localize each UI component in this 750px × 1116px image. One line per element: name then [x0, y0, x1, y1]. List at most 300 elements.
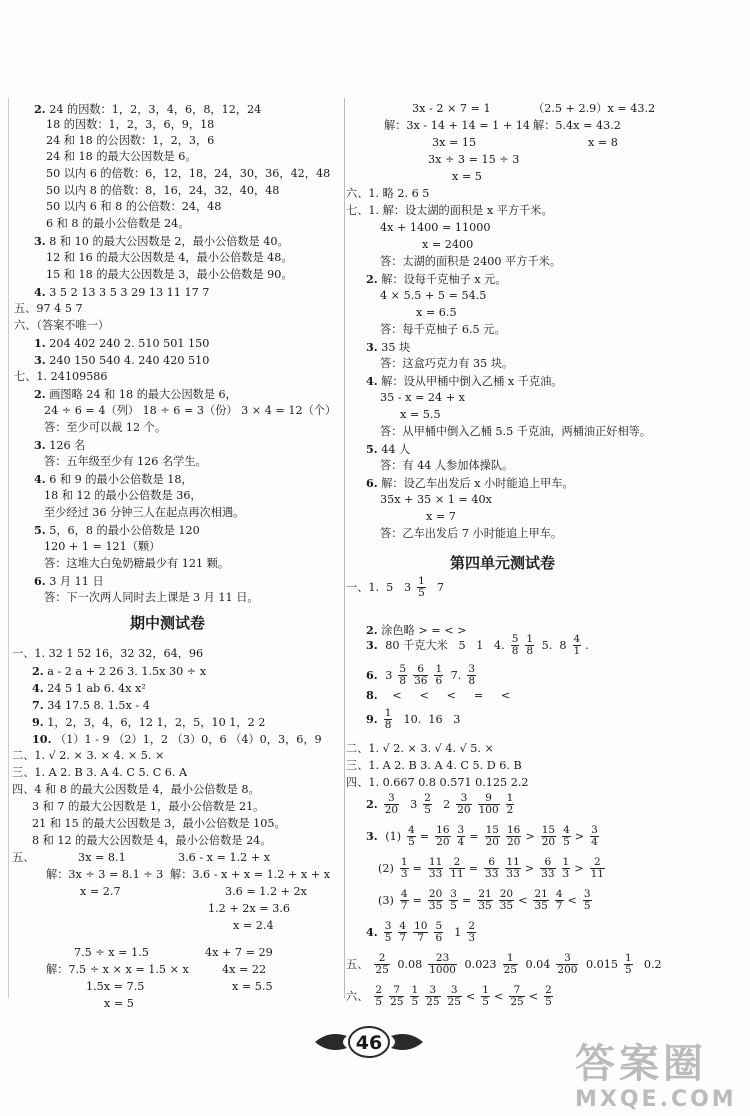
answer-line [32, 681, 146, 696]
denominator: 33 [541, 867, 555, 880]
numerator: 4 [555, 887, 563, 900]
answer-line [225, 885, 307, 899]
fraction [407, 825, 416, 848]
denominator: 33 [506, 867, 520, 880]
denominator: 7 [400, 899, 408, 912]
fraction-answer-line [366, 821, 603, 851]
answer-text: 二、1. √ 2. × 3. √ 4. √ 5. × [346, 742, 494, 755]
answer-line [380, 289, 486, 303]
numerator: 1 [503, 953, 518, 965]
fraction [413, 921, 428, 944]
numerator: 15 [485, 823, 499, 836]
answer-text: = [461, 893, 472, 907]
denominator: 33 [428, 867, 443, 880]
answer-text: 24 和 18 的公因数：1，2，3，6 [46, 134, 215, 147]
denominator: 35 [478, 899, 492, 912]
answer-text: x = 2400 [422, 238, 474, 251]
page-number: 46 [355, 1032, 383, 1054]
answer-line [32, 817, 286, 831]
answer-line [380, 357, 513, 371]
answer-text: > [574, 861, 584, 875]
answer-text: x = 6.5 [416, 306, 457, 319]
question-number: 4. [34, 472, 46, 486]
fraction [425, 985, 440, 1008]
answer-line [32, 664, 206, 679]
fraction [525, 634, 534, 657]
answer-line [366, 442, 410, 457]
fraction [400, 889, 409, 912]
answer-line [44, 489, 202, 503]
answer-line [46, 251, 293, 265]
denominator: 25 [510, 995, 524, 1008]
denominator: 25 [503, 963, 517, 976]
fraction [540, 857, 555, 880]
numerator: 2 [424, 791, 431, 804]
answer-line [32, 834, 272, 848]
answer-text: 解：设从甲桶中倒入乙桶 x 千克油。 [377, 375, 563, 388]
answer-text: x = 2.4 [233, 919, 274, 932]
denominator: 2 [506, 803, 514, 816]
numerator: 5 [435, 919, 443, 932]
answer-line [14, 302, 83, 316]
fraction [562, 857, 571, 880]
fraction [398, 921, 407, 944]
denominator: 8 [511, 644, 519, 657]
answer-text: 四、1. 0.667 0.8 0.571 0.125 2.2 [346, 776, 529, 789]
denominator: 5 [411, 995, 419, 1008]
fraction [434, 921, 443, 944]
answer-line [44, 455, 207, 469]
denominator: 35 [428, 899, 443, 912]
denominator: 5 [418, 586, 425, 599]
numerator: 2 [468, 919, 476, 932]
answer-line [232, 980, 273, 994]
denominator: 7 [555, 899, 563, 912]
denominator: 35 [534, 899, 548, 912]
answer-line [74, 946, 149, 960]
numerator: 1 [562, 855, 570, 868]
answer-text: 0.04 [521, 957, 551, 971]
fraction-answer-line [378, 885, 596, 915]
answer-text: < [567, 893, 577, 907]
fraction [583, 889, 592, 912]
answer-line [233, 919, 274, 933]
denominator: 25 [375, 963, 389, 976]
answer-line [346, 187, 429, 201]
answer-text: 六、 [346, 990, 369, 1003]
answer-line [44, 540, 160, 554]
answer-line [380, 221, 490, 235]
numerator: 10 [414, 919, 428, 932]
fraction [544, 985, 553, 1008]
answer-line [34, 438, 85, 453]
answer-text: x = 8 [588, 136, 618, 149]
answer-text: 126 名 [45, 439, 86, 452]
denominator: 20 [506, 835, 521, 848]
numerator: 1 [400, 855, 408, 868]
answer-text: 六、（答案不唯一） [14, 319, 110, 332]
answer-text: 24 的因数：1，2，3，4，6，8，12，24 [45, 103, 262, 116]
denominator: 25 [447, 995, 461, 1008]
answer-text: > [525, 829, 535, 843]
answer-text: 四、4 和 8 的最大公因数是 4，最小公倍数是 8。 [12, 783, 260, 796]
answer-text: a - 2 a + 2 26 3. 1.5x 30 ÷ x [43, 665, 207, 678]
fraction [423, 793, 432, 816]
fraction [503, 953, 518, 976]
answer-text: 7 [429, 580, 444, 594]
question-number: 2. [366, 797, 378, 811]
denominator: 7 [417, 931, 425, 944]
numerator: 3 [425, 985, 440, 997]
numerator: 2 [375, 983, 383, 996]
answer-line [416, 306, 457, 320]
question-number: 3. [366, 340, 378, 354]
answer-line [44, 557, 229, 571]
denominator: 4 [457, 835, 465, 848]
answer-text: 44 人 [377, 443, 411, 456]
answer-text: 一、1. 32 1 52 16，32 32，64，96 [12, 647, 204, 660]
question-number: 3. [34, 438, 46, 452]
answer-line [14, 319, 109, 333]
answer-line [346, 776, 529, 790]
answer-text: 7.5 ÷ x = 1.5 [74, 946, 149, 959]
answer-line [78, 851, 126, 865]
answer-line [432, 136, 476, 150]
fraction-answer-line [346, 949, 666, 979]
numerator: 3 [556, 953, 578, 965]
denominator: 11 [450, 867, 464, 880]
answer-text: 34 17.5 8. 1.5x - 4 [43, 699, 150, 712]
numerator: 4 [573, 632, 581, 645]
answer-text: 21 和 15 的最大公因数是 3，最小公倍数是 105。 [32, 817, 286, 830]
answer-line [14, 370, 108, 384]
answer-text: 答：从甲桶中倒入乙桶 5.5 千克油，两桶油正好相等。 [380, 425, 652, 438]
denominator: 200 [557, 963, 578, 976]
answer-line [34, 234, 289, 249]
fraction [477, 889, 492, 912]
question-number: 5. [366, 442, 378, 456]
numerator: 1 [506, 791, 514, 804]
answer-text: 答：有 44 人参加体操队。 [380, 459, 514, 472]
answer-line [380, 323, 506, 337]
denominator: 6 [435, 931, 443, 944]
question-number: 2. [366, 272, 378, 286]
denominator: 100 [478, 803, 499, 816]
answer-text: 80 千克大米 5 1 4. [381, 639, 505, 652]
numerator: 4 [563, 823, 570, 836]
answer-line [380, 255, 561, 269]
denominator: 20 [457, 803, 471, 816]
answer-line [533, 119, 621, 133]
denominator: 8 [384, 718, 392, 731]
answer-text: 答：每千克柚子 6.5 元。 [380, 323, 506, 336]
answer-line [46, 963, 189, 977]
fraction [456, 793, 471, 816]
numerator: 16 [506, 823, 521, 836]
answer-line [366, 476, 574, 491]
answer-line [86, 980, 144, 994]
denominator: 8 [468, 674, 476, 687]
answer-text: 4 × 5.5 + 5 = 54.5 [380, 289, 487, 302]
answer-text: 解：5.4x = 43.2 [533, 119, 621, 132]
answer-text: 解：7.5 ÷ x × x = 1.5 × x [46, 963, 189, 976]
denominator: 5 [384, 931, 392, 944]
answer-line [380, 527, 562, 541]
fraction [511, 634, 520, 657]
question-number: 7. [32, 698, 44, 712]
answer-text: 解：设每千克柚子 x 元。 [377, 273, 507, 286]
fraction [506, 825, 521, 848]
answer-text: 一、1. 5 3 [346, 581, 412, 594]
denominator: 35 [499, 899, 514, 912]
numerator: 2 [545, 983, 552, 996]
column-divider [344, 98, 345, 998]
answer-line [422, 238, 473, 252]
denominator: 8 [526, 644, 534, 657]
answer-text: 3x - 2 × 7 = 1 [412, 102, 491, 115]
answer-text: 解：3x ÷ 3 = 8.1 ÷ 3 [46, 868, 164, 881]
answer-text: 3.6 - x = 1.2 + x [178, 851, 271, 864]
fraction-answer-line [366, 789, 518, 819]
fraction [428, 857, 443, 880]
answer-line [366, 340, 410, 355]
answer-text: = [419, 829, 430, 843]
denominator: 5 [625, 963, 632, 976]
numerator: 4 [408, 823, 415, 836]
answer-text: 1.5x = 7.5 [86, 980, 145, 993]
answer-line [32, 715, 265, 730]
answer-text: 50 以内 6 和 8 的公倍数：24，48 [46, 200, 222, 213]
answer-text: 3x = 15 [432, 136, 477, 149]
numerator: 1 [411, 983, 419, 996]
numerator: 3 [384, 919, 392, 932]
numerator: 4 [399, 919, 407, 932]
fraction [590, 825, 599, 848]
fraction [428, 889, 443, 912]
numerator: 9 [478, 793, 500, 805]
answer-text: 涂色略 > = < > [377, 624, 467, 637]
answer-text: 七、1. 24109586 [14, 370, 108, 383]
answer-line [34, 285, 209, 300]
fraction [590, 857, 605, 880]
watermark [575, 1032, 745, 1112]
answer-text: 2 [435, 797, 451, 811]
fraction [435, 825, 450, 848]
denominator: 1 [573, 644, 581, 657]
answer-text: 1.2 + 2x = 3.6 [208, 902, 290, 915]
answer-text: < < < = < [381, 688, 511, 702]
answer-text: (2) [378, 861, 394, 875]
answer-text: x = 5 [452, 170, 482, 183]
denominator: 11 [590, 867, 604, 880]
answer-line [346, 759, 522, 773]
answer-text: < [493, 989, 504, 1003]
answer-line [46, 184, 279, 198]
numerator: 7 [509, 985, 524, 997]
answer-text: 15 和 18 的最大公因数是 3，最小公倍数是 90。 [46, 268, 293, 281]
answer-text: x = 5.5 [400, 408, 441, 421]
question-number: 5. [34, 523, 46, 537]
numerator: 7 [389, 985, 404, 997]
answer-text: 8 和 10 的最大公因数是 2，最小公倍数是 40。 [45, 235, 289, 248]
question-number: 3. [34, 234, 46, 248]
page-number-badge [309, 1020, 429, 1060]
fraction [484, 857, 499, 880]
fraction [467, 921, 476, 944]
answer-text: 3 [403, 797, 418, 811]
answer-line [34, 387, 237, 402]
numerator: 6 [540, 857, 555, 869]
answer-text: 三、1. A 2. B 3. A 4. C 5. D 6. B [346, 759, 522, 772]
numerator: 16 [436, 823, 450, 836]
answer-line [46, 200, 221, 214]
numerator: 6 [484, 857, 499, 869]
answer-text: (3) [378, 893, 394, 907]
answer-line [12, 749, 164, 763]
denominator: 20 [436, 835, 450, 848]
answer-text: 3x = 8.1 [78, 851, 126, 864]
fraction [400, 857, 409, 880]
answer-text: . [585, 638, 589, 652]
answer-line [533, 102, 655, 116]
answer-text: 18 的因数：1，2，3，6，9，18 [46, 118, 215, 131]
question-number: 2. [34, 102, 46, 116]
answer-line [12, 851, 34, 865]
answer-text: 二、1. √ 2. × 3. × 4. × 5. × [12, 749, 165, 762]
fraction-answer-line [346, 572, 448, 602]
numerator: 20 [499, 887, 514, 900]
answer-text: < [528, 989, 539, 1003]
fraction [428, 953, 457, 976]
fraction [541, 825, 556, 848]
fraction [449, 889, 458, 912]
answer-text: 解：3.6 - x + x = 1.2 + x + x [170, 868, 331, 881]
answer-text: > [524, 861, 535, 875]
answer-line [400, 408, 441, 422]
denominator: 5 [545, 995, 552, 1008]
answer-text: 6 和 8 的最小公倍数是 24。 [46, 217, 190, 230]
watermark-logo-text: 答案圈 [575, 1041, 707, 1087]
answer-text: 8 和 12 的最大公因数是 4，最小公倍数是 24。 [32, 834, 272, 847]
answer-text: 18 和 12 的最小公倍数是 36， [44, 489, 202, 502]
answer-line [46, 268, 293, 282]
answer-text: （2.5 + 2.9）x = 43.2 [533, 102, 656, 115]
answer-line [34, 472, 193, 487]
answer-text: (1) [381, 829, 402, 843]
numerator: 21 [478, 887, 492, 900]
numerator: 3 [583, 887, 591, 900]
denominator: 3 [468, 931, 476, 944]
answer-text: 24 5 1 ab 6. 4x x² [43, 682, 146, 695]
fraction [509, 985, 524, 1008]
answer-text: 答：太湖的面积是 2400 平方千米。 [380, 255, 562, 268]
answer-line [34, 102, 261, 117]
denominator: 5 [482, 995, 489, 1008]
question-number: 2. [366, 623, 378, 637]
answer-text: 5，6，8 的最小公倍数是 120 [45, 524, 200, 537]
answer-line [412, 102, 491, 116]
answer-line [428, 153, 519, 167]
answer-line [46, 217, 189, 231]
answer-line [46, 868, 163, 882]
numerator: 15 [541, 823, 556, 836]
denominator: 36 [414, 674, 428, 687]
answer-line [44, 404, 336, 418]
denominator: 25 [426, 995, 440, 1008]
answer-text: 1 [447, 925, 462, 939]
midterm-test-heading: 期中测试卷 [130, 614, 206, 632]
answer-line [32, 800, 264, 814]
answer-text: x = 5 [104, 997, 134, 1010]
numerator: 1 [526, 632, 534, 645]
numerator: 3 [384, 793, 399, 805]
answer-line [32, 732, 322, 747]
numerator: 2 [590, 857, 605, 869]
answer-text: = [412, 893, 422, 907]
answer-line [12, 783, 260, 797]
fraction [389, 985, 404, 1008]
answer-text: 答：五年级至少有 126 名学生。 [44, 455, 207, 468]
answer-text: 5. 8 [538, 638, 567, 652]
question-number: 3. [366, 638, 378, 652]
question-number: 4. [32, 681, 44, 695]
answer-line [46, 167, 330, 181]
denominator: 5 [583, 899, 591, 912]
fraction [384, 793, 399, 816]
denominator: 8 [399, 674, 407, 687]
answer-text: 35 - x = 24 + x [380, 391, 465, 404]
answer-text: 五、 [346, 958, 369, 971]
answer-text: 3 月 11 日 [45, 575, 104, 588]
numerator: 1 [482, 983, 489, 996]
answer-line [380, 425, 651, 439]
fraction [505, 857, 520, 880]
answer-line [46, 150, 197, 164]
answer-text: 五、 [12, 851, 35, 864]
denominator: 3 [562, 867, 570, 880]
answer-line [366, 272, 507, 287]
answer-text: 6 和 9 的最小公倍数是 18， [45, 473, 193, 486]
answer-line [46, 118, 214, 132]
question-number: 4. [366, 374, 378, 388]
question-number: 3. [366, 829, 378, 843]
denominator: 33 [485, 867, 499, 880]
fraction-answer-line [366, 630, 593, 660]
answer-text: 五、97 4 5 7 [14, 302, 83, 315]
question-number: 6. [366, 476, 378, 490]
answer-line [380, 493, 492, 507]
answer-text: 4x = 22 [222, 963, 267, 976]
answer-text: = [469, 829, 479, 843]
answer-text: 答：这盒巧克力有 35 块。 [380, 357, 514, 370]
unit-four-test-heading: 第四单元测试卷 [450, 554, 556, 572]
answer-line [380, 391, 465, 405]
numerator: 3 [447, 985, 462, 997]
answer-text: 3.6 = 1.2 + 2x [225, 885, 307, 898]
fraction [410, 985, 419, 1008]
answer-line [452, 170, 482, 184]
fraction [374, 985, 383, 1008]
fraction-answer-line [366, 917, 480, 947]
denominator: 5 [424, 803, 431, 816]
fraction [417, 576, 426, 599]
answer-line [380, 459, 513, 473]
answer-line [208, 902, 290, 916]
answer-line [346, 204, 553, 218]
answer-text: 1，2，3，4，6，12 1，2，5，10 1，2 2 [43, 716, 266, 729]
answer-text: < [465, 989, 476, 1003]
denominator: 4 [591, 835, 598, 848]
